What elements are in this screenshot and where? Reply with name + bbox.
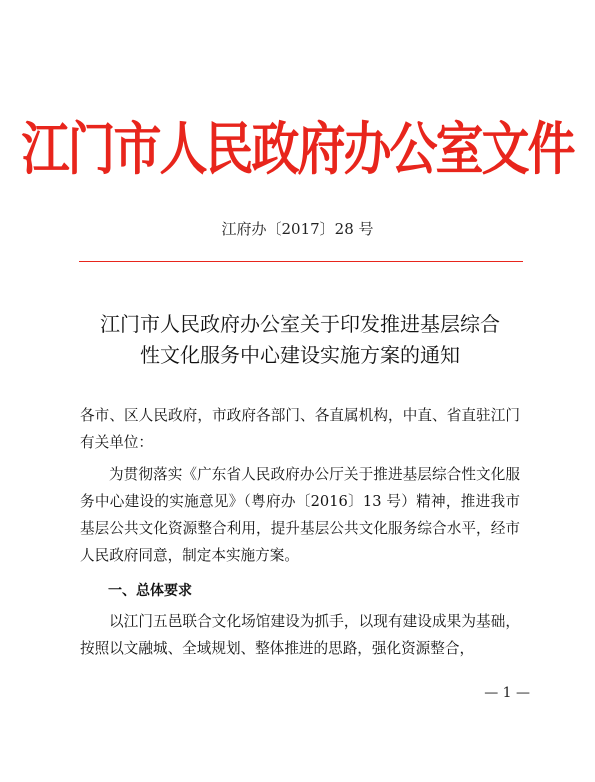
red-divider-rule bbox=[79, 261, 523, 262]
page-number: — 1 — bbox=[484, 685, 530, 701]
notice-title-line-1: 江门市人民政府办公室关于印发推进基层综合 bbox=[100, 312, 500, 336]
masthead-title: 江门市人民政府办公室文件 bbox=[21, 116, 574, 183]
notice-title bbox=[70, 309, 530, 371]
notice-title-line-2: 性文化服务中心建设实施方案的通知 bbox=[140, 343, 460, 367]
addressee-paragraph: 各市、区人民政府，市政府各部门、各直属机构，中直、省直驻江门有关单位： bbox=[80, 407, 520, 451]
document-number: 江府办〔2017〕28 号 bbox=[221, 220, 374, 238]
body-paragraph-1: 为贯彻落实《广东省人民政府办公厅关于推进基层综合性文化服务中心建设的实施意见》（粤府办〔2016〕13 号）精神，推进我市基层公共文化资源整合利用，提升基层公共文化服务综合水平，经市人民政府同意，制定本实施方案。 bbox=[80, 466, 520, 564]
section-heading-1: 一、总体要求 bbox=[108, 583, 192, 599]
body-paragraph-2: 以江门五邑联合文化场馆建设为抓手，以现有建设成果为基础，按照以文融城、全域规划、整体推进的思路，强化资源整合， bbox=[80, 613, 520, 657]
